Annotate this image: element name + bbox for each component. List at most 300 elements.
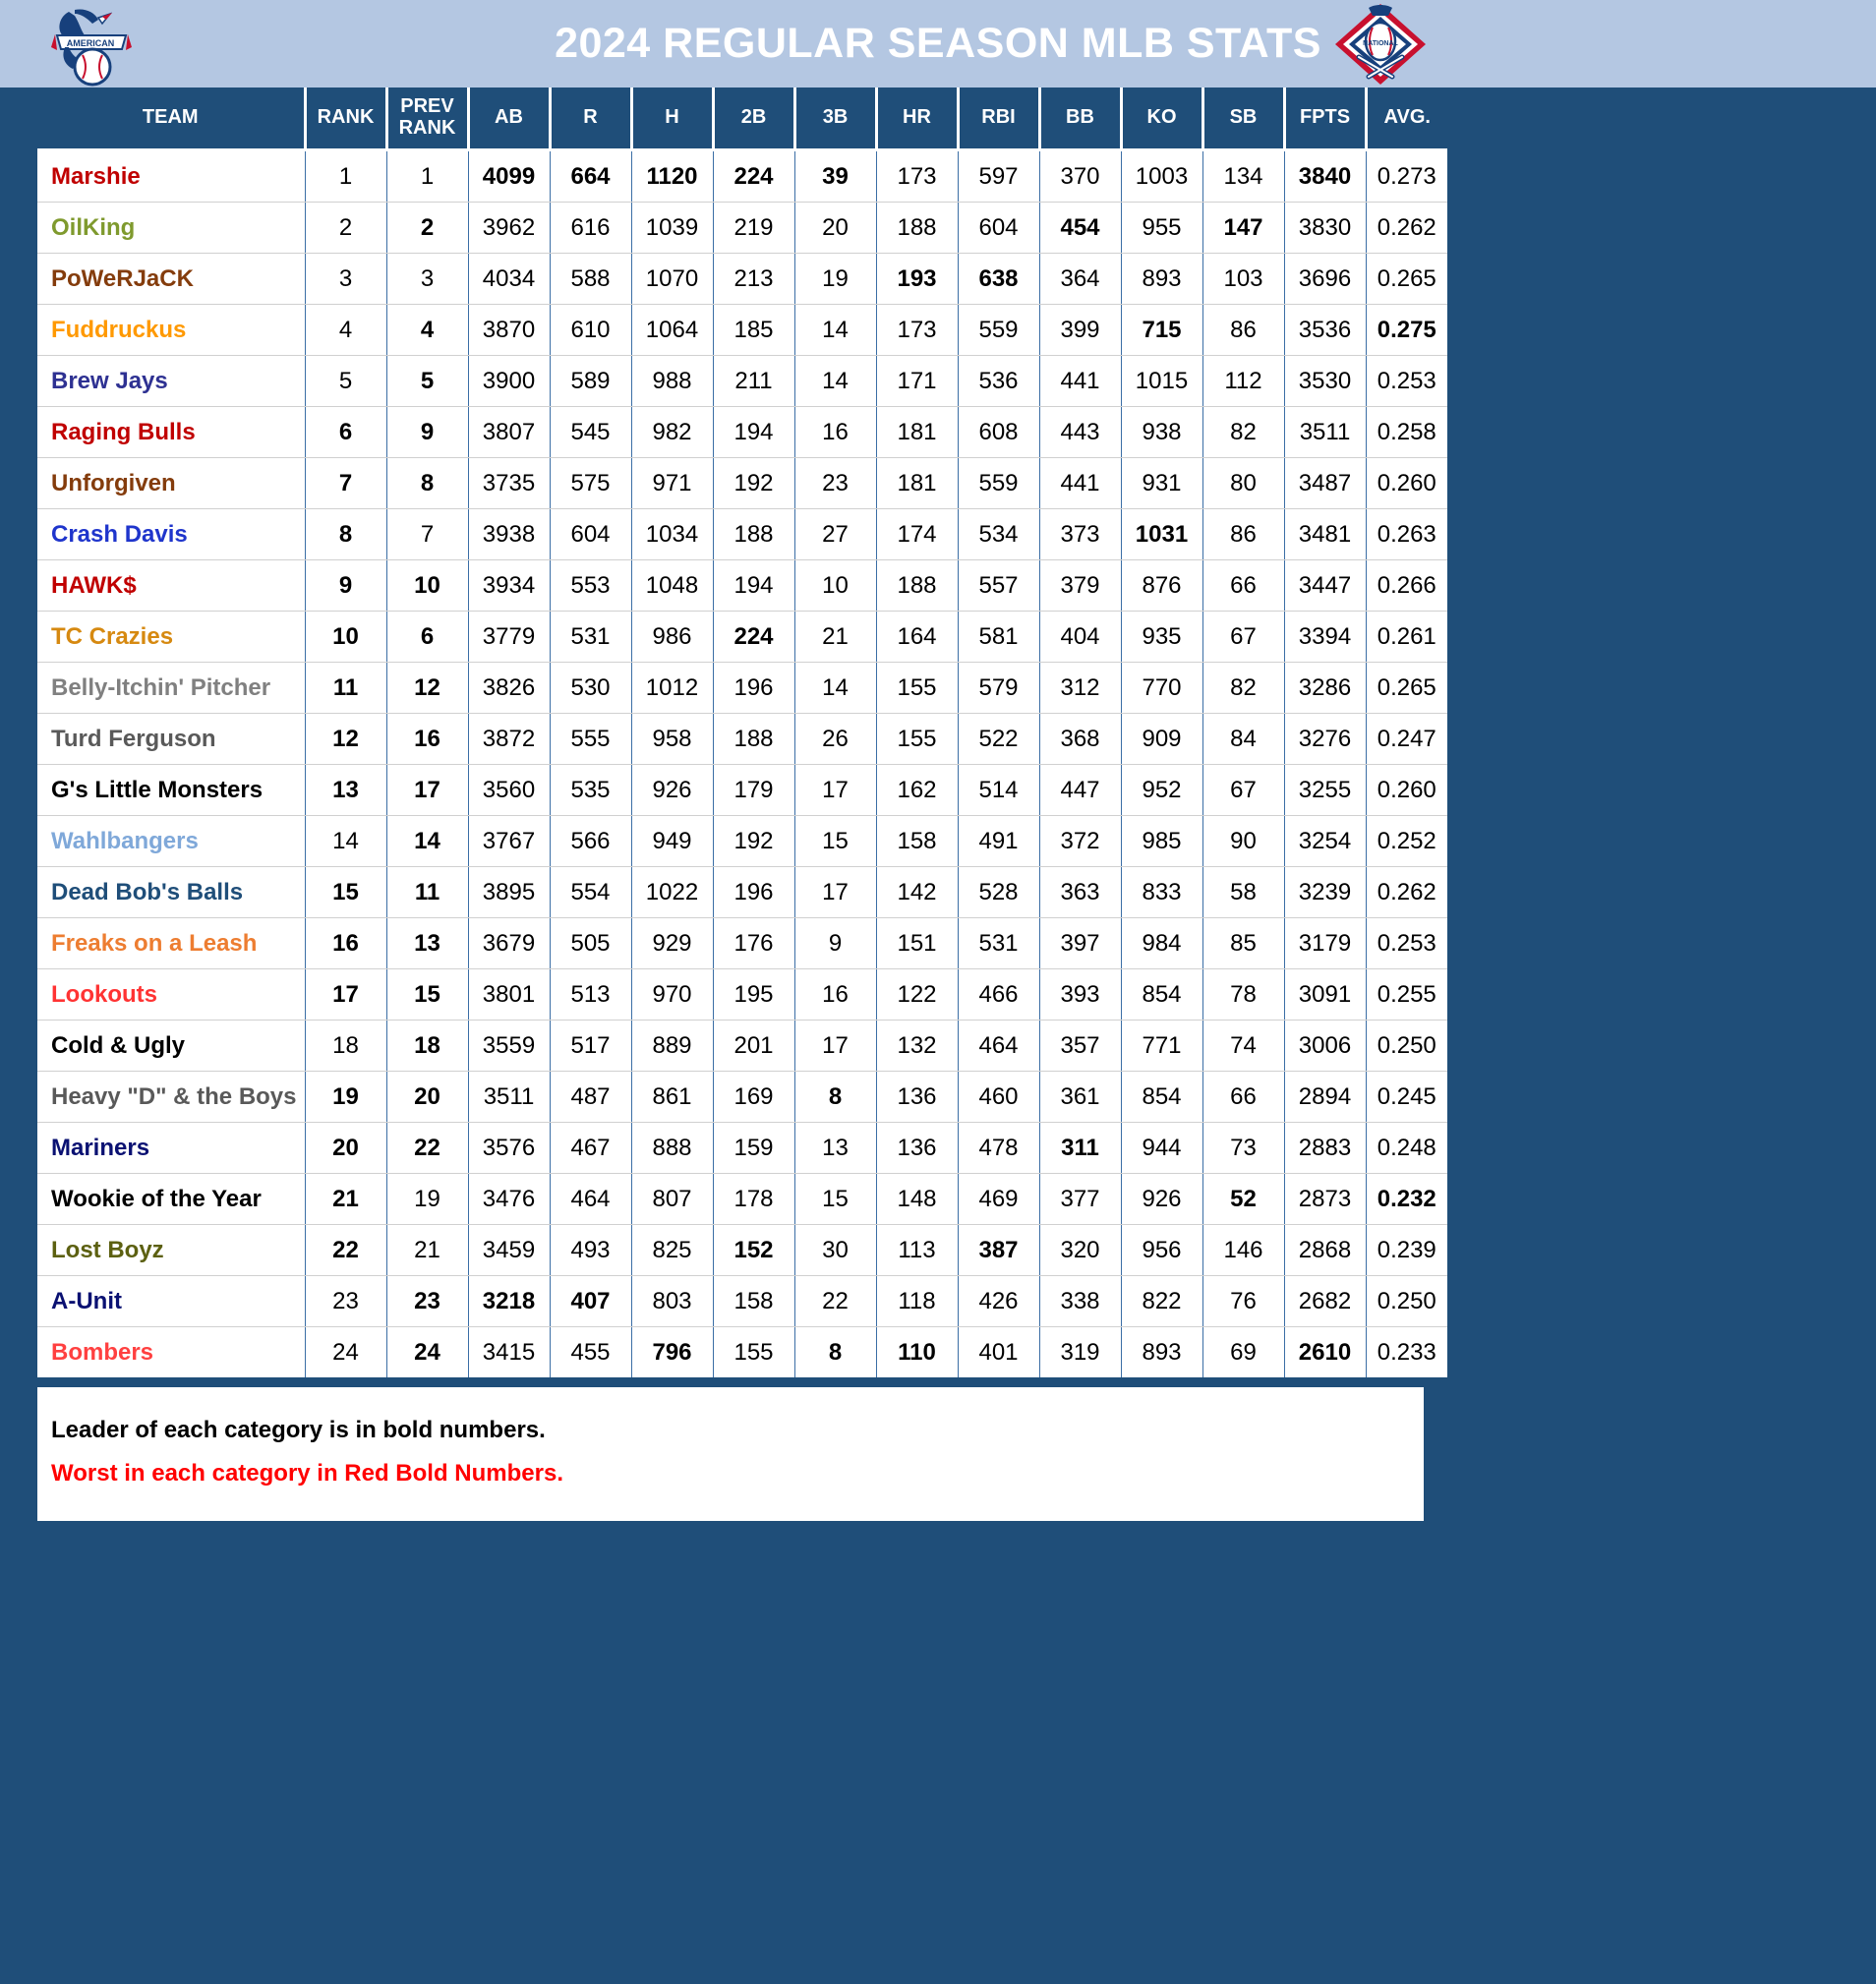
cell-prev-rank: 14 <box>386 816 468 867</box>
cell-ab: 3476 <box>468 1174 550 1225</box>
cell-ab: 3900 <box>468 356 550 407</box>
table-row <box>37 305 1447 356</box>
column-header-ko[interactable]: KO <box>1121 88 1202 150</box>
cell-avg: 0.250 <box>1366 1276 1447 1327</box>
table-row <box>37 663 1447 714</box>
cell-h: 986 <box>631 612 713 663</box>
cell-prev-rank: 20 <box>386 1072 468 1123</box>
cell-fpts: 3091 <box>1284 969 1366 1021</box>
cell-2b: 159 <box>713 1123 794 1174</box>
cell-rbi: 531 <box>958 918 1039 969</box>
cell-r: 467 <box>550 1123 631 1174</box>
cell-2b: 169 <box>713 1072 794 1123</box>
cell-r: 535 <box>550 765 631 816</box>
cell-prev-rank: 16 <box>386 714 468 765</box>
cell-fpts: 3840 <box>1284 150 1366 203</box>
cell-avg: 0.275 <box>1366 305 1447 356</box>
cell-rbi: 464 <box>958 1021 1039 1072</box>
cell-bb: 311 <box>1039 1123 1121 1174</box>
cell-hr: 136 <box>876 1072 958 1123</box>
cell-rank: 1 <box>305 150 386 203</box>
cell-fpts: 3006 <box>1284 1021 1366 1072</box>
column-header-rbi[interactable]: RBI <box>958 88 1039 150</box>
cell-r: 610 <box>550 305 631 356</box>
cell-fpts: 3394 <box>1284 612 1366 663</box>
cell-sb: 90 <box>1202 816 1284 867</box>
cell-fpts: 3286 <box>1284 663 1366 714</box>
cell-ko: 833 <box>1121 867 1202 918</box>
cell-avg: 0.255 <box>1366 969 1447 1021</box>
legend-notes <box>37 1387 1424 1521</box>
cell-3b: 27 <box>794 509 876 560</box>
title-banner <box>0 0 1876 88</box>
cell-rbi: 534 <box>958 509 1039 560</box>
cell-avg: 0.266 <box>1366 560 1447 612</box>
cell-3b: 9 <box>794 918 876 969</box>
cell-fpts: 2883 <box>1284 1123 1366 1174</box>
cell-prev-rank: 4 <box>386 305 468 356</box>
cell-avg: 0.258 <box>1366 407 1447 458</box>
cell-sb: 103 <box>1202 254 1284 305</box>
team-name-cell[interactable]: HAWK$ <box>37 560 305 612</box>
table-row <box>37 612 1447 663</box>
cell-rbi: 559 <box>958 305 1039 356</box>
cell-rbi: 469 <box>958 1174 1039 1225</box>
column-header-3b[interactable]: 3B <box>794 88 876 150</box>
cell-ab: 3576 <box>468 1123 550 1174</box>
cell-r: 517 <box>550 1021 631 1072</box>
cell-ab: 3218 <box>468 1276 550 1327</box>
cell-h: 861 <box>631 1072 713 1123</box>
cell-3b: 30 <box>794 1225 876 1276</box>
column-header-rank[interactable]: RANK <box>305 88 386 150</box>
cell-rank: 3 <box>305 254 386 305</box>
cell-sb: 73 <box>1202 1123 1284 1174</box>
column-header-team[interactable]: TEAM <box>37 88 305 150</box>
cell-sb: 85 <box>1202 918 1284 969</box>
cell-sb: 86 <box>1202 305 1284 356</box>
table-row <box>37 765 1447 816</box>
cell-avg: 0.262 <box>1366 203 1447 254</box>
cell-hr: 118 <box>876 1276 958 1327</box>
cell-3b: 16 <box>794 407 876 458</box>
cell-r: 464 <box>550 1174 631 1225</box>
cell-avg: 0.232 <box>1366 1174 1447 1225</box>
team-name-cell[interactable]: Wookie of the Year <box>37 1174 305 1225</box>
cell-fpts: 2868 <box>1284 1225 1366 1276</box>
team-name-cell[interactable]: Brew Jays <box>37 356 305 407</box>
cell-ko: 854 <box>1121 969 1202 1021</box>
cell-ab: 3934 <box>468 560 550 612</box>
cell-ab: 3779 <box>468 612 550 663</box>
cell-r: 575 <box>550 458 631 509</box>
cell-ko: 944 <box>1121 1123 1202 1174</box>
cell-hr: 188 <box>876 560 958 612</box>
cell-fpts: 3696 <box>1284 254 1366 305</box>
cell-h: 958 <box>631 714 713 765</box>
cell-bb: 441 <box>1039 458 1121 509</box>
national-league-logo-icon <box>1329 2 1432 87</box>
cell-3b: 15 <box>794 1174 876 1225</box>
cell-hr: 148 <box>876 1174 958 1225</box>
cell-rbi: 597 <box>958 150 1039 203</box>
cell-hr: 162 <box>876 765 958 816</box>
table-row <box>37 1174 1447 1225</box>
cell-3b: 17 <box>794 867 876 918</box>
table-row <box>37 254 1447 305</box>
cell-rbi: 514 <box>958 765 1039 816</box>
team-name-cell[interactable]: Freaks on a Leash <box>37 918 305 969</box>
cell-ko: 876 <box>1121 560 1202 612</box>
cell-avg: 0.260 <box>1366 458 1447 509</box>
header-row <box>37 88 1447 150</box>
cell-h: 1120 <box>631 150 713 203</box>
american-league-logo-icon <box>41 2 144 87</box>
cell-sb: 66 <box>1202 560 1284 612</box>
table-row <box>37 407 1447 458</box>
cell-3b: 16 <box>794 969 876 1021</box>
cell-bb: 363 <box>1039 867 1121 918</box>
cell-r: 505 <box>550 918 631 969</box>
cell-bb: 364 <box>1039 254 1121 305</box>
cell-h: 1039 <box>631 203 713 254</box>
cell-bb: 404 <box>1039 612 1121 663</box>
team-name-cell[interactable]: Marshie <box>37 150 305 203</box>
cell-hr: 188 <box>876 203 958 254</box>
cell-rank: 14 <box>305 816 386 867</box>
cell-2b: 213 <box>713 254 794 305</box>
cell-ab: 3801 <box>468 969 550 1021</box>
cell-hr: 181 <box>876 407 958 458</box>
cell-h: 1064 <box>631 305 713 356</box>
cell-h: 796 <box>631 1327 713 1378</box>
column-header-sb[interactable]: SB <box>1202 88 1284 150</box>
cell-ab: 3872 <box>468 714 550 765</box>
cell-rbi: 522 <box>958 714 1039 765</box>
cell-avg: 0.262 <box>1366 867 1447 918</box>
cell-prev-rank: 11 <box>386 867 468 918</box>
cell-rank: 15 <box>305 867 386 918</box>
cell-bb: 368 <box>1039 714 1121 765</box>
cell-r: 407 <box>550 1276 631 1327</box>
cell-fpts: 3481 <box>1284 509 1366 560</box>
cell-fpts: 3530 <box>1284 356 1366 407</box>
cell-fpts: 2894 <box>1284 1072 1366 1123</box>
table-row <box>37 356 1447 407</box>
cell-2b: 192 <box>713 816 794 867</box>
team-name-cell[interactable]: Raging Bulls <box>37 407 305 458</box>
cell-rbi: 401 <box>958 1327 1039 1378</box>
cell-bb: 441 <box>1039 356 1121 407</box>
team-name-cell[interactable]: A-Unit <box>37 1276 305 1327</box>
cell-rbi: 478 <box>958 1123 1039 1174</box>
cell-ko: 956 <box>1121 1225 1202 1276</box>
cell-avg: 0.252 <box>1366 816 1447 867</box>
cell-sb: 82 <box>1202 407 1284 458</box>
cell-3b: 39 <box>794 150 876 203</box>
column-header-hr[interactable]: HR <box>876 88 958 150</box>
cell-sb: 74 <box>1202 1021 1284 1072</box>
cell-rank: 9 <box>305 560 386 612</box>
cell-3b: 26 <box>794 714 876 765</box>
cell-bb: 373 <box>1039 509 1121 560</box>
column-header-prev-rank[interactable] <box>386 88 468 150</box>
cell-r: 604 <box>550 509 631 560</box>
table-row <box>37 1225 1447 1276</box>
cell-sb: 76 <box>1202 1276 1284 1327</box>
team-name-cell[interactable]: Lost Boyz <box>37 1225 305 1276</box>
cell-rank: 22 <box>305 1225 386 1276</box>
table-row <box>37 918 1447 969</box>
cell-sb: 67 <box>1202 612 1284 663</box>
column-header-ab[interactable]: AB <box>468 88 550 150</box>
cell-hr: 110 <box>876 1327 958 1378</box>
cell-h: 807 <box>631 1174 713 1225</box>
table-row <box>37 1327 1447 1378</box>
cell-prev-rank: 12 <box>386 663 468 714</box>
cell-2b: 178 <box>713 1174 794 1225</box>
note-leader: Leader of each category is in bold numbers. <box>51 1417 546 1443</box>
cell-2b: 211 <box>713 356 794 407</box>
page-title: 2024 REGULAR SEASON MLB STATS <box>555 20 1321 67</box>
column-header-h[interactable]: H <box>631 88 713 150</box>
team-name-cell[interactable]: Dead Bob's Balls <box>37 867 305 918</box>
team-name-cell[interactable]: Belly-Itchin' Pitcher <box>37 663 305 714</box>
cell-ab: 3895 <box>468 867 550 918</box>
cell-bb: 454 <box>1039 203 1121 254</box>
cell-sb: 58 <box>1202 867 1284 918</box>
cell-h: 1070 <box>631 254 713 305</box>
team-name-cell[interactable]: Lookouts <box>37 969 305 1021</box>
cell-3b: 20 <box>794 203 876 254</box>
cell-bb: 338 <box>1039 1276 1121 1327</box>
cell-rbi: 491 <box>958 816 1039 867</box>
cell-avg: 0.265 <box>1366 663 1447 714</box>
cell-ab: 4099 <box>468 150 550 203</box>
column-header-r[interactable]: R <box>550 88 631 150</box>
cell-sb: 78 <box>1202 969 1284 1021</box>
cell-r: 531 <box>550 612 631 663</box>
cell-rbi: 528 <box>958 867 1039 918</box>
cell-ab: 3679 <box>468 918 550 969</box>
team-name-cell[interactable]: Fuddruckus <box>37 305 305 356</box>
cell-r: 664 <box>550 150 631 203</box>
cell-rank: 7 <box>305 458 386 509</box>
svg-text:AMERICAN: AMERICAN <box>66 38 115 48</box>
cell-fpts: 3254 <box>1284 816 1366 867</box>
cell-rank: 23 <box>305 1276 386 1327</box>
cell-hr: 174 <box>876 509 958 560</box>
cell-h: 1022 <box>631 867 713 918</box>
cell-ko: 938 <box>1121 407 1202 458</box>
cell-h: 971 <box>631 458 713 509</box>
cell-rank: 4 <box>305 305 386 356</box>
cell-bb: 361 <box>1039 1072 1121 1123</box>
cell-r: 554 <box>550 867 631 918</box>
cell-prev-rank: 19 <box>386 1174 468 1225</box>
cell-ko: 854 <box>1121 1072 1202 1123</box>
team-name-cell[interactable]: Crash Davis <box>37 509 305 560</box>
prev-rank-line1: PREV <box>400 95 454 118</box>
cell-prev-rank: 24 <box>386 1327 468 1378</box>
cell-rank: 20 <box>305 1123 386 1174</box>
cell-rbi: 557 <box>958 560 1039 612</box>
cell-2b: 201 <box>713 1021 794 1072</box>
cell-prev-rank: 17 <box>386 765 468 816</box>
cell-hr: 193 <box>876 254 958 305</box>
team-name-cell[interactable]: Cold & Ugly <box>37 1021 305 1072</box>
cell-ko: 1015 <box>1121 356 1202 407</box>
team-name-cell[interactable]: G's Little Monsters <box>37 765 305 816</box>
cell-rank: 2 <box>305 203 386 254</box>
cell-sb: 52 <box>1202 1174 1284 1225</box>
cell-rank: 21 <box>305 1174 386 1225</box>
team-name-cell[interactable]: Unforgiven <box>37 458 305 509</box>
team-name-cell[interactable]: Heavy "D" & the Boys <box>37 1072 305 1123</box>
team-name-cell[interactable]: Turd Ferguson <box>37 714 305 765</box>
table-row <box>37 714 1447 765</box>
cell-rbi: 638 <box>958 254 1039 305</box>
table-header <box>37 88 1447 150</box>
cell-2b: 179 <box>713 765 794 816</box>
cell-sb: 86 <box>1202 509 1284 560</box>
cell-bb: 397 <box>1039 918 1121 969</box>
cell-ab: 3767 <box>468 816 550 867</box>
cell-2b: 188 <box>713 714 794 765</box>
cell-r: 455 <box>550 1327 631 1378</box>
cell-h: 988 <box>631 356 713 407</box>
team-name-cell[interactable]: PoWeRJaCK <box>37 254 305 305</box>
cell-3b: 21 <box>794 612 876 663</box>
table-row <box>37 867 1447 918</box>
team-name-cell[interactable]: TC Crazies <box>37 612 305 663</box>
table-row <box>37 969 1447 1021</box>
cell-r: 555 <box>550 714 631 765</box>
table-row <box>37 1021 1447 1072</box>
cell-hr: 155 <box>876 714 958 765</box>
table-row <box>37 203 1447 254</box>
cell-3b: 22 <box>794 1276 876 1327</box>
cell-r: 566 <box>550 816 631 867</box>
cell-r: 588 <box>550 254 631 305</box>
cell-3b: 19 <box>794 254 876 305</box>
cell-sb: 112 <box>1202 356 1284 407</box>
cell-sb: 84 <box>1202 714 1284 765</box>
cell-sb: 82 <box>1202 663 1284 714</box>
cell-fpts: 3447 <box>1284 560 1366 612</box>
cell-ab: 3560 <box>468 765 550 816</box>
cell-ko: 909 <box>1121 714 1202 765</box>
column-header-avg[interactable]: AVG. <box>1366 88 1447 150</box>
prev-rank-line2: RANK <box>398 117 456 139</box>
cell-r: 553 <box>550 560 631 612</box>
cell-prev-rank: 3 <box>386 254 468 305</box>
cell-fpts: 3255 <box>1284 765 1366 816</box>
cell-2b: 194 <box>713 560 794 612</box>
cell-prev-rank: 21 <box>386 1225 468 1276</box>
cell-ab: 3735 <box>468 458 550 509</box>
cell-hr: 173 <box>876 150 958 203</box>
cell-3b: 8 <box>794 1327 876 1378</box>
cell-3b: 17 <box>794 765 876 816</box>
cell-bb: 312 <box>1039 663 1121 714</box>
cell-sb: 146 <box>1202 1225 1284 1276</box>
cell-prev-rank: 5 <box>386 356 468 407</box>
cell-rbi: 387 <box>958 1225 1039 1276</box>
cell-avg: 0.245 <box>1366 1072 1447 1123</box>
column-header-fpts[interactable]: FPTS <box>1284 88 1366 150</box>
cell-bb: 370 <box>1039 150 1121 203</box>
cell-ab: 3938 <box>468 509 550 560</box>
cell-2b: 176 <box>713 918 794 969</box>
cell-r: 545 <box>550 407 631 458</box>
cell-2b: 196 <box>713 663 794 714</box>
cell-rank: 17 <box>305 969 386 1021</box>
cell-2b: 158 <box>713 1276 794 1327</box>
note-worst: Worst in each category in Red Bold Numbers. <box>51 1460 563 1487</box>
cell-2b: 194 <box>713 407 794 458</box>
cell-ko: 926 <box>1121 1174 1202 1225</box>
cell-bb: 447 <box>1039 765 1121 816</box>
team-name-cell[interactable]: Bombers <box>37 1327 305 1378</box>
cell-rbi: 581 <box>958 612 1039 663</box>
cell-rank: 10 <box>305 612 386 663</box>
cell-3b: 14 <box>794 356 876 407</box>
cell-h: 926 <box>631 765 713 816</box>
cell-prev-rank: 13 <box>386 918 468 969</box>
cell-bb: 443 <box>1039 407 1121 458</box>
cell-avg: 0.239 <box>1366 1225 1447 1276</box>
cell-r: 493 <box>550 1225 631 1276</box>
cell-rank: 5 <box>305 356 386 407</box>
cell-prev-rank: 22 <box>386 1123 468 1174</box>
cell-fpts: 3536 <box>1284 305 1366 356</box>
cell-rank: 8 <box>305 509 386 560</box>
table-row <box>37 816 1447 867</box>
cell-hr: 158 <box>876 816 958 867</box>
table-row <box>37 458 1447 509</box>
column-header-bb[interactable]: BB <box>1039 88 1121 150</box>
team-name-cell[interactable]: Mariners <box>37 1123 305 1174</box>
cell-ab: 3962 <box>468 203 550 254</box>
cell-rbi: 536 <box>958 356 1039 407</box>
cell-3b: 13 <box>794 1123 876 1174</box>
cell-h: 1048 <box>631 560 713 612</box>
mlb-stats-table <box>37 88 1447 1377</box>
cell-rbi: 426 <box>958 1276 1039 1327</box>
cell-2b: 152 <box>713 1225 794 1276</box>
cell-sb: 66 <box>1202 1072 1284 1123</box>
cell-2b: 192 <box>713 458 794 509</box>
cell-rank: 12 <box>305 714 386 765</box>
cell-3b: 17 <box>794 1021 876 1072</box>
cell-2b: 224 <box>713 150 794 203</box>
cell-prev-rank: 1 <box>386 150 468 203</box>
cell-r: 616 <box>550 203 631 254</box>
cell-rank: 13 <box>305 765 386 816</box>
team-name-cell[interactable]: Wahlbangers <box>37 816 305 867</box>
cell-ab: 3511 <box>468 1072 550 1123</box>
cell-ko: 931 <box>1121 458 1202 509</box>
cell-ko: 771 <box>1121 1021 1202 1072</box>
cell-hr: 164 <box>876 612 958 663</box>
cell-hr: 142 <box>876 867 958 918</box>
column-header-2b[interactable]: 2B <box>713 88 794 150</box>
cell-fpts: 3511 <box>1284 407 1366 458</box>
team-name-cell[interactable]: OilKing <box>37 203 305 254</box>
cell-sb: 147 <box>1202 203 1284 254</box>
table-row <box>37 509 1447 560</box>
